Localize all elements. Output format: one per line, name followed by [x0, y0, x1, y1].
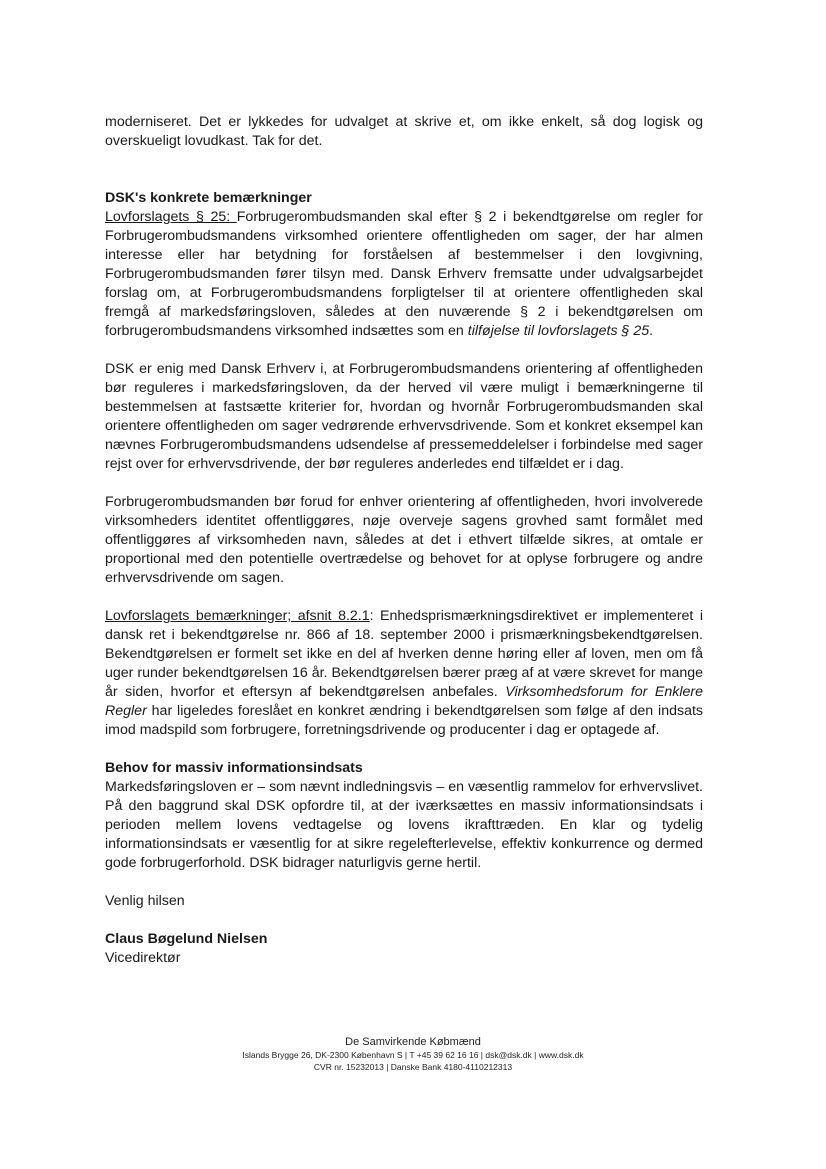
footer-registration: CVR nr. 15232013 | Danske Bank 4180-4110212313 [313, 1062, 513, 1072]
section-heading-information: Behov for massiv informationsindsats [105, 760, 363, 776]
intro-paragraph: moderniseret. Det er lykkedes for udvalget at skrive et, om ikke enkelt, så dog logisk og overskueligt lovudkast. Tak for det. [105, 114, 703, 149]
paragraph-information: Markedsføringsloven er – som nævnt indledningsvis – en væsentlig rammelov for erhvervslivet. På den baggrund skal DSK opfordre til, at der iværksættes en massiv informationsindsats i perioden mellem lovens vedtagelse og lovens ikrafttræden. En klar og tydelig informationsindsats er væsentlig for at sikre regelefterlevelse, effektiv konkurrence og dermed gode forbrugerforhold. DSK bidrager naturligvis gerne hertil. [105, 779, 703, 871]
paragraph-section-25 [105, 208, 703, 341]
closing-greeting: Venlig hilsen [105, 893, 185, 909]
reference-section-25: Lovforslagets § 25: [105, 209, 237, 225]
section-heading-remarks: DSK's konkrete bemærkninger [105, 190, 312, 206]
footer-organization: De Samvirkende Købmænd [345, 1036, 481, 1048]
paragraph-end: . [649, 323, 654, 339]
italic-emphasis: tilføjelse til lovforslagets § 25 [467, 323, 650, 339]
paragraph-text: Forbrugerombudsmanden skal efter § 2 i bekendtgørelse om regler for Forbrugerombudsmandens virksomhed orientere offentligheden om sager, der har almen interesse eller har betydning for forståelsen af bestemmelser i den lovgivning, Forbrugerombudsmanden fører tilsyn med. Dansk Erhverv fremsatte under udvalgsarbejdet forslag om, at Forbrugerombudsmandens forpligtelser til at orientere offentligheden skal fremgå af markedsføringsloven, således at den nuværende § 2 i bekendtgørelsen om forbrugerombudsmandens virksomhed indsættes som en [105, 209, 703, 339]
paragraph-text: : Enhedsprismærkningsdirektivet er implementeret i dansk ret i bekendtgørelse nr. 866 af 18. september 2000 i prismærkningsbekendtgørelsen. Bekendtgørelsen er formelt set ikke en del af hverken denne høring eller af loven, men om få uger runder bekendtgørelsen 16 år. Bekendtgørelsen bærer præg af at være skrevet for mange år siden, hvorfor et eftersyn af bekendtgørelsen anbefales. [105, 608, 703, 700]
paragraph-disclosure: Forbrugerombudsmanden bør forud for enhver orientering af offentligheden, hvori involverede virksomheders identitet offentliggøres, nøje overveje sagens grovhed samt formålet med offentliggøres af virksomheden navn, således at det i ethvert tilfælde sikres, at omtale er proportional med den potentielle overtrædelse og behovet for at oplyse forbrugere og andre erhvervsdrivende om sagen. [105, 494, 703, 586]
reference-section-8-2-1: Lovforslagets bemærkninger; afsnit 8.2.1 [105, 608, 370, 624]
signatory-title: Vicedirektør [105, 950, 181, 966]
paragraph-end: har ligeledes foreslået en konkret ændring i bekendtgørelsen som følge af den indsats imod madspild som forbrugere, forretningsdrivende og producenter i dag er optagede af. [105, 703, 703, 738]
footer-contact: Islands Brygge 26, DK-2300 København S | T +45 39 62 16 16 | dsk@dsk.dk | www.dsk.dk [242, 1050, 584, 1060]
italic-emphasis: Virksomhedsforum for Enklere Regler [105, 684, 704, 719]
paragraph-section-8-2-1 [105, 607, 703, 740]
letterhead-footer [0, 1035, 826, 1073]
signatory-name: Claus Bøgelund Nielsen [105, 931, 268, 947]
letter-body [105, 113, 703, 968]
paragraph-agreement: DSK er enig med Dansk Erhverv i, at Forbrugerombudsmandens orientering af offentligheden bør reguleres i markedsføringsloven, da der herved vil være muligt i bemærkningerne til bestemmelsen at fastsætte kriterier for, hvordan og hvornår Forbrugerombudsmanden skal orientere offentligheden om sager vedrørende erhvervsdrivende. Som et konkret eksempel kan nævnes Forbrugerombudsmandens udsendelse af pressemeddelelser i forbindelse med sager rejst over for erhvervsdrivende, der bør reguleres anderledes end tilfældet er i dag. [105, 361, 703, 472]
